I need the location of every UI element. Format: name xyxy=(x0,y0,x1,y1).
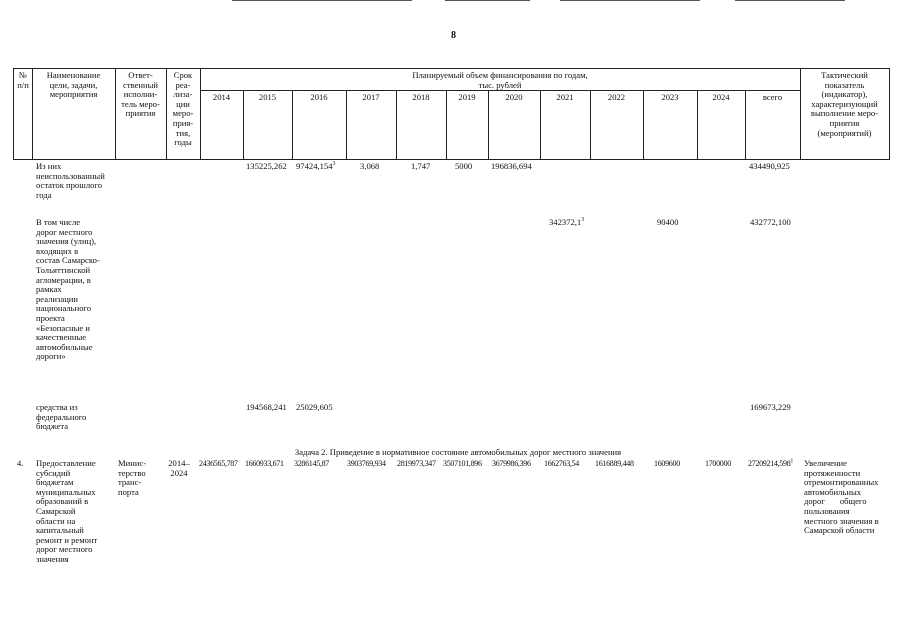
row-roads-2021: 342372,1$^3$ xyxy=(549,217,585,227)
item-4-value-2019: 3507101,896 xyxy=(443,459,482,468)
row-roads-2023: 90400 xyxy=(657,217,679,227)
item-4-total: 27209214,598$^1$ xyxy=(748,458,794,468)
item-4-responsible: Минис- терство транс- порта xyxy=(118,458,147,497)
item-4-name: Предоставление субсидий бюджетам муниципальных образований в Самарской области на капитальный ремонт и ремонт дорог местного значения xyxy=(36,458,98,564)
row-unused-2019: 5000 xyxy=(455,161,473,171)
row-unused-2017: 3,068 xyxy=(360,161,380,171)
top-border-fragment xyxy=(560,0,700,1)
row-federal-2016: 25029,605 xyxy=(296,402,333,412)
row-unused-2016: 97424,154$^3$ xyxy=(296,161,336,171)
item-4-indicator: Увеличение протяженности отремонтированных автомобильных дорог общего пользования местного значения в Самарской области xyxy=(804,458,879,536)
header-year: 2023 xyxy=(661,92,679,102)
row-roads-name: В том числе дорог местного значения (улиц), входящих в состав Самарско- Тольяттинской агломерации, в рамках реализации национального проекта «Безопасные и качественные автомобильные дороги» xyxy=(36,217,100,362)
item-4-value-2015: 1660933,671 xyxy=(245,459,284,468)
header-year: 2018 xyxy=(412,92,430,102)
item-4-number: 4. xyxy=(17,458,24,468)
item-4-value-2018: 2819973,347 xyxy=(397,459,436,468)
item-4-term: 2014– 2024 xyxy=(168,458,190,478)
item-4-value-2024: 1700000 xyxy=(705,459,731,468)
header-number: № п/п xyxy=(17,70,29,90)
header-year: 2017 xyxy=(362,92,380,102)
row-federal-2015: 194568,241 xyxy=(246,402,287,412)
row-unused-2018: 1,747 xyxy=(411,161,431,171)
header-year: 2024 xyxy=(712,92,730,102)
top-border-fragment xyxy=(735,0,845,1)
header-year: 2021 xyxy=(556,92,574,102)
row-federal-name: средства из федерального бюджета xyxy=(36,402,87,432)
item-4-value-2016: 3286145,87 xyxy=(294,459,330,468)
row-federal-total: 169673,229 xyxy=(750,402,791,412)
row-unused-2015: 135225,262 xyxy=(246,161,287,171)
header-indicator: Тактический показатель (индикатор), характеризующий выполнение меро- приятия (мероприятий) xyxy=(810,70,879,138)
row-unused-total: 434490,925 xyxy=(749,161,790,171)
header-year: 2022 xyxy=(607,92,626,102)
item-4-value-2023: 1609600 xyxy=(654,459,680,468)
header-year: 2014 xyxy=(212,92,231,102)
top-border-fragment xyxy=(445,0,530,1)
header-year-total: всего xyxy=(762,92,783,102)
item-4-value-2017: 3903769,934 xyxy=(347,459,386,468)
header-year: 2020 xyxy=(505,92,523,102)
page-number: 8 xyxy=(451,30,456,41)
row-unused-name: Из них неиспользованный остаток прошлого года xyxy=(36,161,105,200)
header-year: 2016 xyxy=(310,92,328,102)
item-4-value-2022: 1616889,448 xyxy=(595,459,634,468)
item-4-value-2014: 2436565,787 xyxy=(199,459,238,468)
row-roads-total: 432772,100 xyxy=(750,217,791,227)
row-unused-2020: 196836,694 xyxy=(491,161,532,171)
header-year: 2015 xyxy=(258,92,277,102)
header-name: Наименование цели, задачи, мероприятия xyxy=(46,70,101,100)
header-responsible: Ответ- ственный исполни- тель меро- приятия xyxy=(121,70,160,119)
header-term: Срок реа- лиза- ции меро- прия- тия, годы xyxy=(172,70,194,148)
header-year: 2019 xyxy=(458,92,476,102)
header-funding: Планируемый объем финансирования по годам, тыс. рублей xyxy=(412,70,588,90)
item-4-value-2020: 3679986,396 xyxy=(492,459,531,468)
task-2-heading: Задача 2. Приведение в нормативное состояние автомобильных дорог местного значения xyxy=(294,447,622,457)
top-border-fragment xyxy=(232,0,412,1)
item-4-value-2021: 1662763,54 xyxy=(544,459,580,468)
